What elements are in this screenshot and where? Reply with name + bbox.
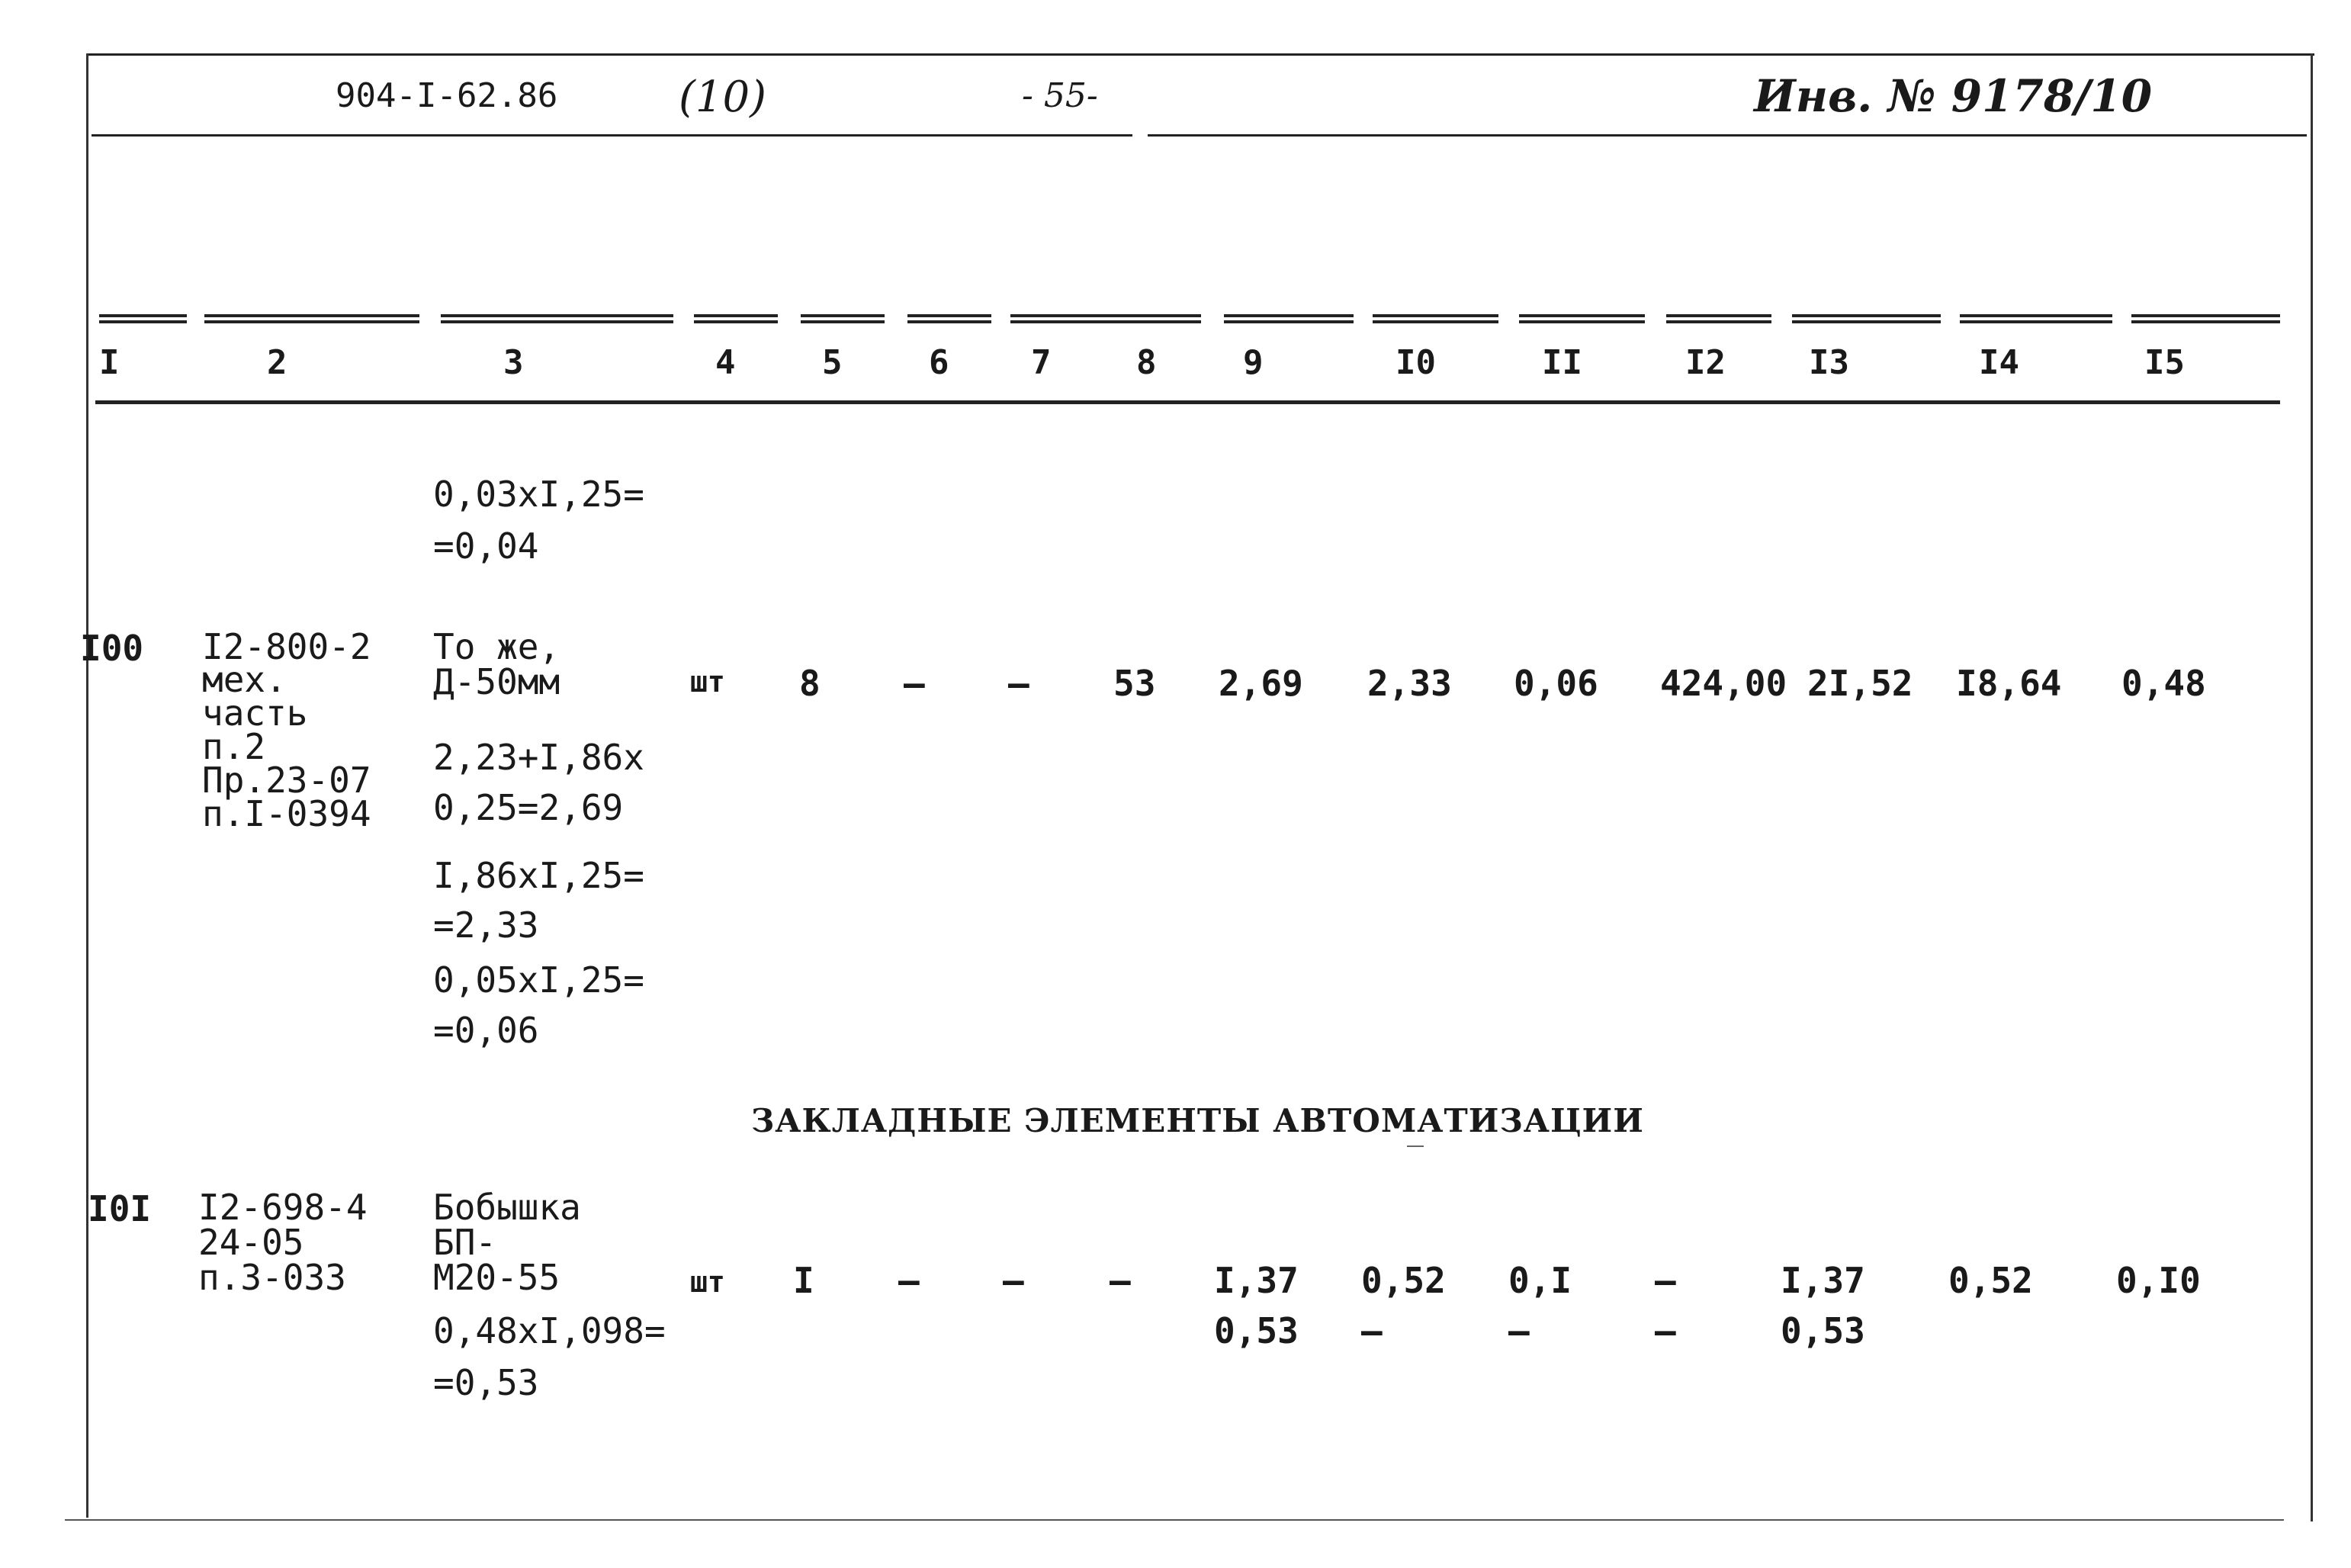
column-number: 5 [822, 343, 843, 382]
calc-line: 0,25=2,69 [433, 787, 624, 828]
column-number: II [1542, 343, 1582, 382]
frame-left-border [86, 53, 88, 1518]
column-separator [907, 314, 991, 323]
description-line: Бобышка [433, 1187, 581, 1228]
sub-cell-col9: 0,53 [1214, 1310, 1299, 1351]
ref-code-line: Пр.23-07 [202, 760, 371, 801]
description-line: БП- [433, 1222, 497, 1263]
column-separator [1792, 314, 1941, 323]
column-number: 3 [503, 343, 524, 382]
description-line: То же, [433, 626, 560, 667]
cell-col12: – [1655, 1260, 1676, 1301]
section-title: ЗАКЛАДНЫЕ ЭЛЕМЕНТЫ АВТОМАТИЗАЦИИ [751, 1102, 1644, 1139]
column-separator [1373, 314, 1498, 323]
calc-line: =2,33 [433, 904, 539, 946]
cell-col13: I,37 [1781, 1260, 1865, 1301]
column-separator [1010, 314, 1201, 323]
cell-col11: 0,I [1508, 1260, 1572, 1301]
frame-bottom-border [65, 1519, 2284, 1521]
cell-col6: – [898, 1260, 920, 1301]
row-number: I00 [80, 628, 144, 669]
cell-col14: I8,64 [1956, 663, 2062, 704]
cell-col5: I [793, 1260, 814, 1301]
column-number: I2 [1685, 343, 1726, 382]
calc-line: 0,48xI,098= [433, 1310, 666, 1351]
cell-col8: 53 [1113, 663, 1156, 704]
ref-code-line: часть [202, 692, 308, 734]
calc-line: =0,04 [433, 525, 539, 567]
ref-code-line: I2-800-2 [202, 626, 371, 667]
page-number: - 55- [1022, 76, 1098, 115]
cell-col9: 2,69 [1219, 663, 1303, 704]
calc-line: 0,05xI,25= [433, 959, 644, 1001]
calc-line: 2,23+I,86x [433, 737, 644, 778]
unit: шт [690, 665, 725, 699]
column-number: I [99, 343, 120, 382]
ref-code-line: 24-05 [198, 1222, 304, 1263]
cell-col13: 2I,52 [1807, 663, 1913, 704]
column-number: I5 [2144, 343, 2185, 382]
column-separator [204, 314, 419, 323]
column-separator [1224, 314, 1354, 323]
cell-col14: 0,52 [1948, 1260, 2033, 1301]
frame-top-border [88, 53, 2314, 56]
sub-cell-col11: – [1508, 1310, 1530, 1351]
ref-code-line: п.3-033 [198, 1257, 346, 1298]
column-number: I0 [1396, 343, 1436, 382]
unit: шт [690, 1265, 725, 1299]
cell-col6: – [904, 663, 925, 704]
column-separator [694, 314, 778, 323]
doc-code: 904-I-62.86 [336, 76, 558, 115]
column-number: 2 [267, 343, 287, 382]
cell-col8: – [1110, 1260, 1131, 1301]
header-rule-right [1148, 134, 2307, 137]
cell-col5: 8 [799, 663, 821, 704]
description-line: Д-50мм [433, 661, 560, 702]
row-number: I0I [88, 1188, 152, 1229]
sub-cell-col12: – [1655, 1310, 1676, 1351]
description-line: М20-55 [433, 1257, 560, 1298]
cell-col7: – [1003, 1260, 1024, 1301]
cell-col10: 0,52 [1361, 1260, 1446, 1301]
section-title-mark [1407, 1145, 1424, 1147]
inventory-number: Инв. № 9178/10 [1754, 70, 2153, 122]
calc-line: 0,03xI,25= [433, 474, 644, 515]
column-number: 6 [929, 343, 949, 382]
cell-col7: – [1008, 663, 1029, 704]
cell-col9: I,37 [1214, 1260, 1299, 1301]
cell-col11: 0,06 [1514, 663, 1598, 704]
column-separator [1519, 314, 1645, 323]
header-rule-left [92, 134, 1132, 137]
ref-code-line: п.I-0394 [202, 793, 371, 834]
frame-right-border [2311, 53, 2313, 1521]
cell-col15: 0,48 [2121, 663, 2206, 704]
ref-code-line: п.2 [202, 726, 266, 767]
column-separator [441, 314, 673, 323]
column-separator [2131, 314, 2280, 323]
calc-line: I,86xI,25= [433, 855, 644, 896]
cell-col12: 424,00 [1660, 663, 1787, 704]
column-number: 9 [1243, 343, 1264, 382]
column-separator [99, 314, 187, 323]
calc-line: =0,53 [433, 1362, 539, 1403]
cell-col15: 0,I0 [2116, 1260, 2201, 1301]
column-number: I3 [1809, 343, 1849, 382]
column-number: 7 [1031, 343, 1052, 382]
column-number: 8 [1136, 343, 1157, 382]
sub-cell-col10: – [1361, 1310, 1383, 1351]
column-number: I4 [1979, 343, 2019, 382]
cell-col10: 2,33 [1367, 663, 1452, 704]
column-header-rule [95, 400, 2280, 404]
sheet-ref: (10) [679, 72, 766, 122]
ref-code-line: мех. [202, 659, 287, 700]
calc-line: =0,06 [433, 1010, 539, 1051]
column-separator [801, 314, 885, 323]
ref-code-line: I2-698-4 [198, 1187, 368, 1228]
column-separator [1960, 314, 2112, 323]
sub-cell-col13: 0,53 [1781, 1310, 1865, 1351]
column-number: 4 [715, 343, 736, 382]
column-separator [1666, 314, 1771, 323]
